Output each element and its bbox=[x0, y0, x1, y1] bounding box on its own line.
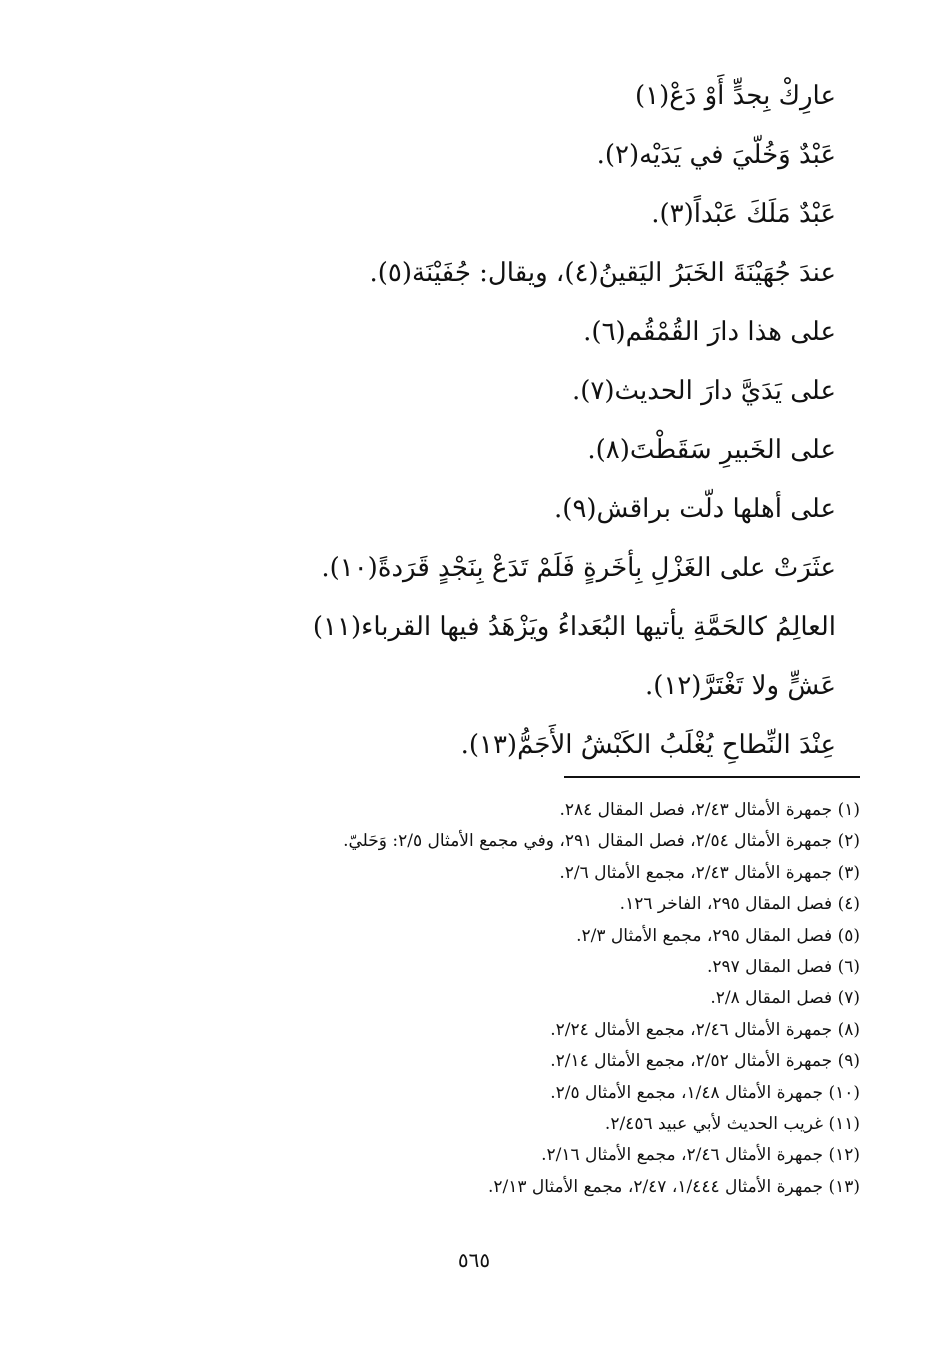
footnote: (٤) فصل المقال ٢٩٥، الفاخر ١٢٦. bbox=[619, 894, 860, 915]
footnote: (٨) جمهرة الأمثال ٢/٤٦، مجمع الأمثال ٢/٢٤. bbox=[550, 1019, 860, 1040]
footnote: (١٢) جمهرة الأمثال ٢/٤٦، مجمع الأمثال ٢/١٦. bbox=[541, 1145, 860, 1166]
proverbs-list bbox=[76, 80, 836, 788]
footnote: (١١) غريب الحديث لأبي عبيد ٢/٤٥٦. bbox=[604, 1113, 860, 1134]
footnote: (٩) جمهرة الأمثال ٢/٥٢، مجمع الأمثال ٢/١٤. bbox=[550, 1051, 860, 1072]
page-number: ٥٦٥ bbox=[457, 1248, 491, 1272]
footnotes-list bbox=[60, 796, 860, 1204]
footnote-divider bbox=[564, 776, 860, 778]
proverb-line: عارِكْ بِجدٍّ أَوْ دَعْ(١) bbox=[634, 81, 836, 111]
proverb-line: عَبْدٌ وَخُلّيَ في يَدَيْه(٢). bbox=[596, 140, 836, 170]
footnote: (٢) جمهرة الأمثال ٢/٥٤، فصل المقال ٢٩١، وفي مجمع الأمثال ٢/٥: وَحَليّ. bbox=[343, 831, 860, 852]
proverb-line: عندَ جُهَيْنَةَ الخَبَرُ اليَقينُ(٤)، ويقال: جُفَيْنَة(٥). bbox=[369, 258, 836, 288]
footnote: (١) جمهرة الأمثال ٢/٤٣، فصل المقال ٢٨٤. bbox=[559, 800, 860, 820]
proverb-line: عثَرَتْ على الغَزْلِ بِأخَرةٍ فَلَمْ تَدَعْ بِنَجْدٍ قَرَدةً(١٠). bbox=[321, 553, 836, 583]
proverb-line: عَبْدٌ مَلَكَ عَبْداً(٣). bbox=[651, 199, 836, 229]
proverb-line: عَشٍّ ولا تَغْتَرَّ(١٢). bbox=[644, 671, 836, 701]
proverb-line: على أهلها دلّت براقش(٩). bbox=[554, 494, 836, 524]
footnote: (٦) فصل المقال ٢٩٧. bbox=[706, 956, 860, 977]
proverb-line: عِنْدَ النِّطاحِ يُغْلَبُ الكَبْشُ الأَجَمُّ(١٣). bbox=[460, 730, 836, 760]
proverb-line: على يَدَيَّ دارَ الحديث(٧). bbox=[571, 376, 836, 406]
proverb-line: على الخَبيرِ سَقَطْتَ(٨). bbox=[587, 435, 836, 465]
footnote: (١٣) جمهرة الأمثال ١/٤٤٤، ٢/٤٧، مجمع الأمثال ٢/١٣. bbox=[487, 1176, 860, 1197]
proverb-line: على هذا دارَ القُمْقُم(٦). bbox=[583, 317, 836, 347]
footnote: (٧) فصل المقال ٢/٨. bbox=[710, 988, 860, 1009]
footnote: (٣) جمهرة الأمثال ٢/٤٣، مجمع الأمثال ٢/٦. bbox=[559, 862, 860, 883]
footnote: (١٠) جمهرة الأمثال ١/٤٨، مجمع الأمثال ٢/٥. bbox=[550, 1082, 860, 1103]
footnote: (٥) فصل المقال ٢٩٥، مجمع الأمثال ٢/٣. bbox=[576, 925, 860, 946]
proverb-line: العالِمُ كالحَمَّةِ يأتيها البُعَداءُ ويَزْهَدُ فيها القرباء(١١) bbox=[312, 612, 836, 642]
